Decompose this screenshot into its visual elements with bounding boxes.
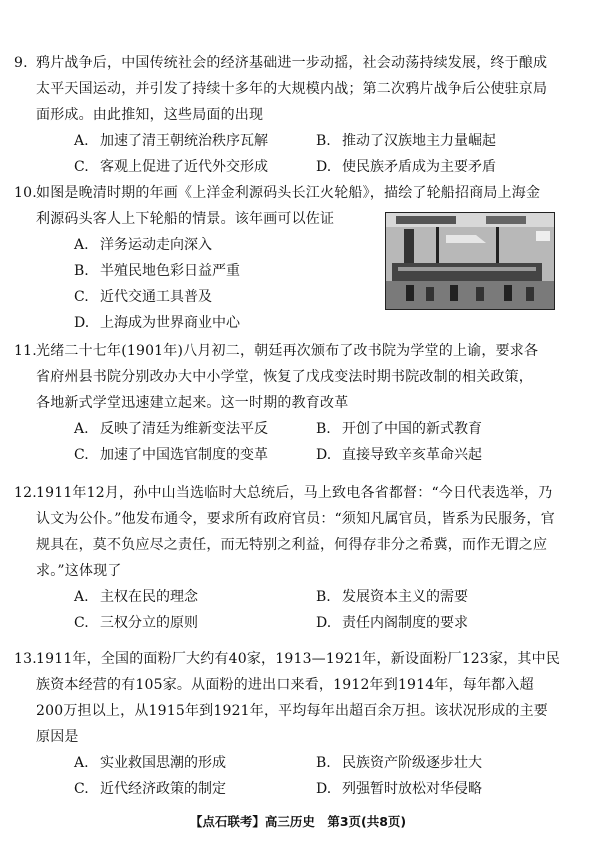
question-stem-line: 族资本经营的有105家。从面粉的进出口来看，1912年到1914年，每年都入超: [36, 677, 534, 693]
question-stem-line: 认文为公仆。”他发布通令，要求所有政府官员：“须知凡属官员，皆系为民服务，官: [36, 511, 555, 527]
page-footer: 【点石联考】高三历史 第3页(共8页): [189, 814, 407, 829]
question-stem-line: 12.1911年12月，孙中山当选临时大总统后，马上致电各省都督：“今日代表选举，乃: [14, 480, 582, 506]
question-9: [14, 50, 582, 180]
question-stem-line: 10.如图是晚清时期的年画《上洋金利源码头长江火轮船》，描绘了轮船招商局上海金: [14, 180, 582, 206]
question-number: 10.: [14, 185, 37, 201]
option-d: D. 使民族矛盾成为主要矛盾: [316, 159, 496, 175]
option-a: A. 反映了清廷为维新变法平反: [74, 421, 268, 437]
question-12: [14, 480, 582, 636]
option-b: B. 发展资本主义的需要: [316, 589, 468, 605]
question-stem-line: 利源码头客人上下轮船的情景。该年画可以佐证: [36, 211, 335, 227]
question-stem-line: 规具在，莫不负应尽之责任，而无特别之利益，何得存非分之希冀，而作无谓之应: [36, 537, 548, 553]
options: [14, 232, 374, 336]
option-d: D. 直接导致辛亥革命兴起: [316, 447, 482, 463]
question-stem-line: 原因是: [36, 729, 79, 745]
question-stem-line: 13.1911年，全国的面粉厂大约有40家，1913—1921年，新设面粉厂123家，其中民: [14, 646, 582, 672]
question-number: 13.: [14, 651, 37, 667]
question-stem-line: 各地新式学堂迅速建立起来。这一时期的教育改革: [36, 395, 349, 411]
question-stem-line: 省府州县书院分别改办大中小学堂，恢复了戊戌变法时期书院改制的相关政策，: [36, 369, 533, 385]
option-c: C. 客观上促进了近代外交形成: [74, 159, 268, 175]
option-b: B. 民族资产阶级逐步壮大: [316, 755, 482, 771]
options: [14, 750, 582, 802]
question-stem-line: 11.光绪二十七年(1901年)八月初二，朝廷再次颁布了改书院为学堂的上谕，要求各: [14, 338, 582, 364]
option-c: C. 近代经济政策的制定: [74, 781, 226, 797]
question-number: 12.: [14, 485, 37, 501]
option-b: B. 推动了汉族地主力量崛起: [316, 133, 496, 149]
question-stem-line: 求。”这体现了: [36, 563, 122, 579]
question-stem-line: 9. 鸦片战争后，中国传统社会的经济基础进一步动摇，社会动荡持续发展，终于酿成: [14, 50, 582, 76]
option-a: A. 加速了清王朝统治秩序瓦解: [74, 133, 268, 149]
option-c: C. 加速了中国选官制度的变革: [74, 447, 268, 463]
option-a: A. 主权在民的理念: [74, 589, 198, 605]
question-stem-line: 太平天国运动，并引发了持续十多年的大规模内战；第二次鸦片战争后公使驻京局: [36, 81, 548, 97]
question-number: 11.: [14, 343, 37, 359]
option-d: D. 上海成为世界商业中心: [74, 315, 240, 331]
question-stem-line: 面形成。由此推知，这些局面的出现: [36, 107, 264, 123]
option-b: B. 开创了中国的新式教育: [316, 421, 482, 437]
option-c: C. 近代交通工具普及: [74, 289, 212, 305]
steamship-illustration: [386, 213, 554, 309]
question-11: [14, 338, 582, 468]
steamship-woodblock-image: [385, 212, 555, 310]
options: [14, 128, 582, 180]
option-a: A. 实业救国思潮的形成: [74, 755, 226, 771]
options: [14, 584, 582, 636]
option-d: D. 列强暂时放松对华侵略: [316, 781, 482, 797]
option-c: C. 三权分立的原则: [74, 615, 198, 631]
option-d: D. 责任内阁制度的要求: [316, 615, 468, 631]
question-number: 9.: [14, 55, 28, 71]
option-b: B. 半殖民地色彩日益严重: [74, 263, 240, 279]
question-13: [14, 646, 582, 802]
option-a: A. 洋务运动走向深入: [74, 237, 212, 253]
question-stem-line: 200万担以上，从1915年到1921年，平均每年出超百余万担。该状况形成的主要: [36, 703, 548, 719]
options: [14, 416, 582, 468]
